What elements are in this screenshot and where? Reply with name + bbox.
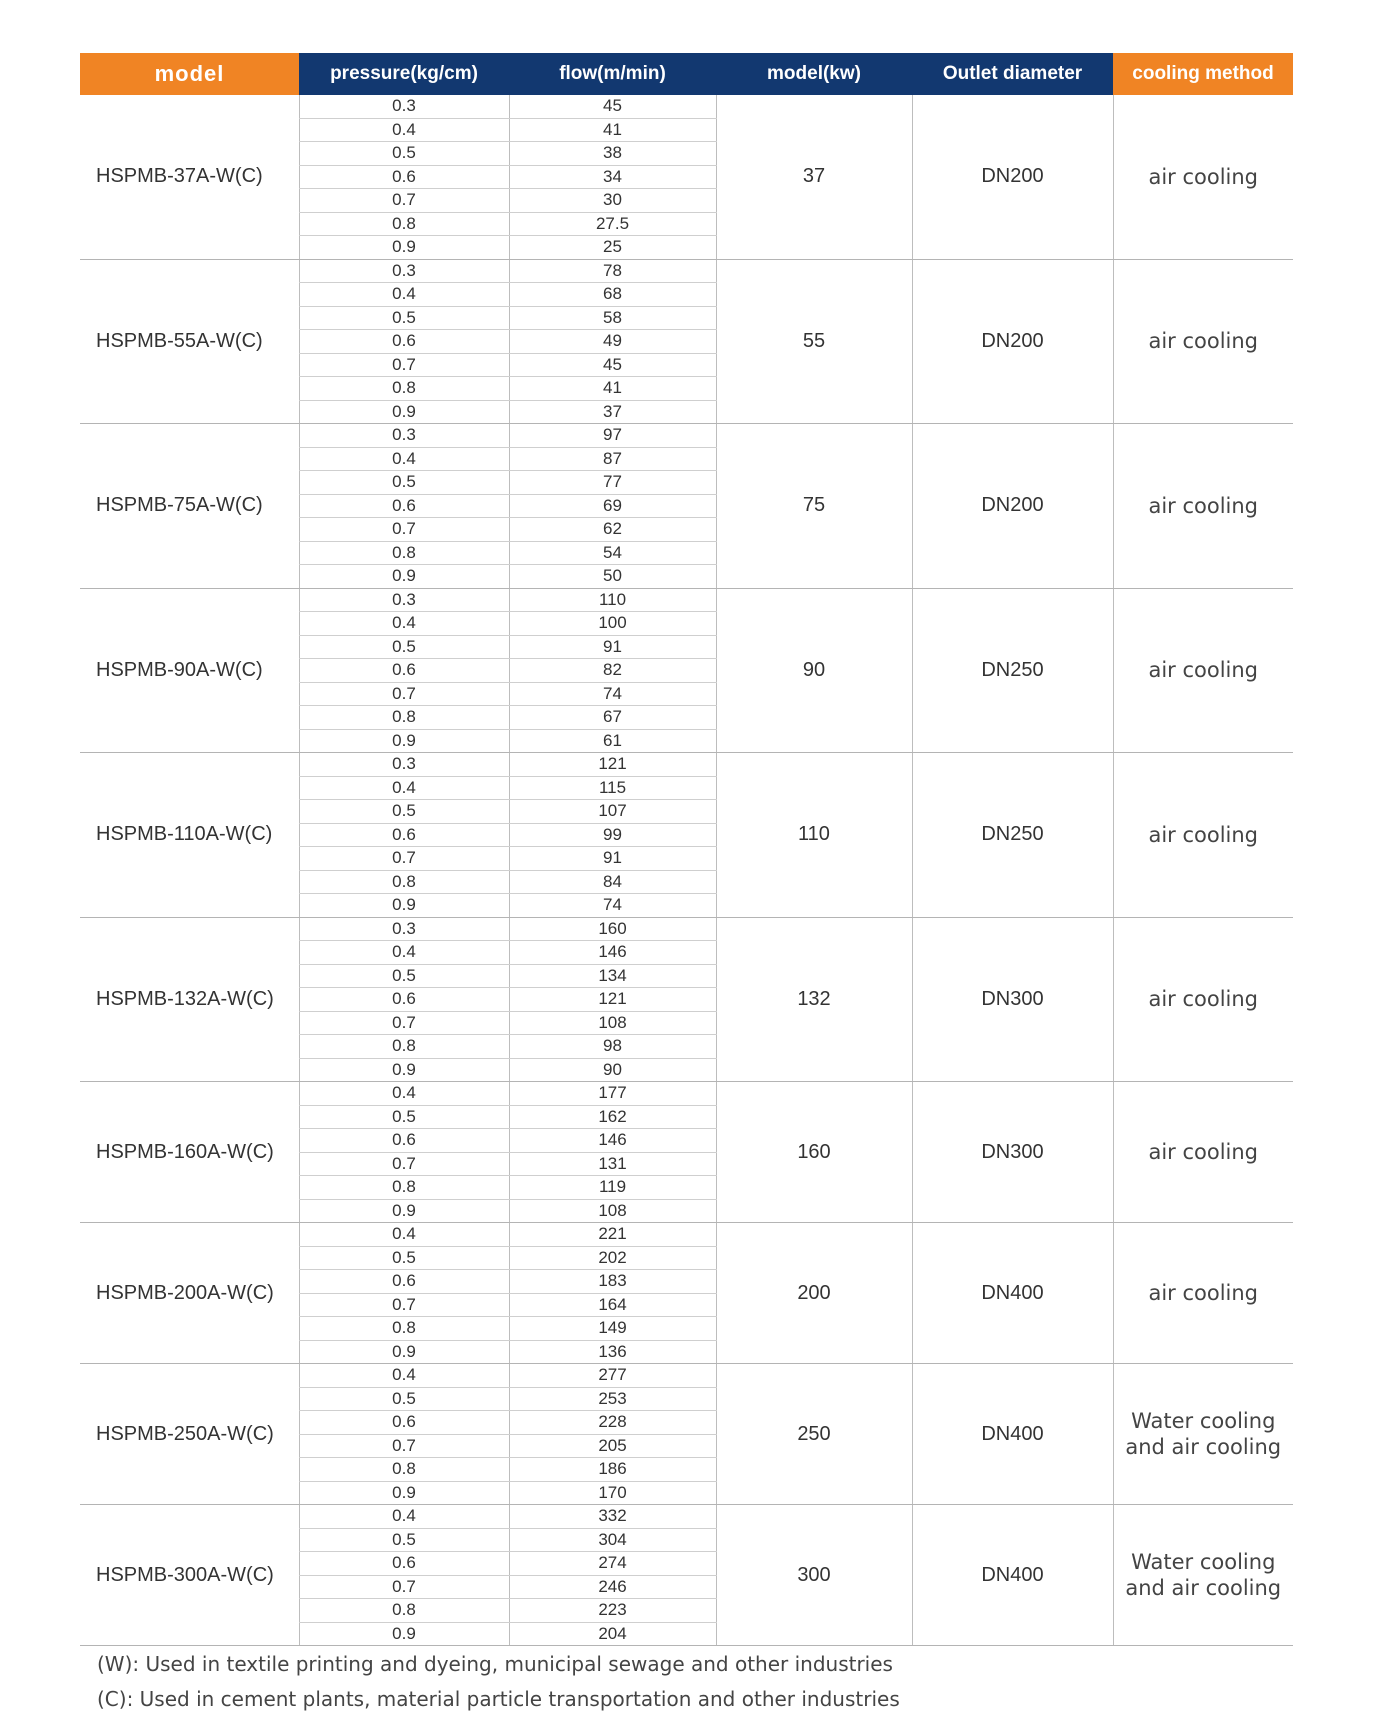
pressure-value: 0.9 bbox=[299, 1199, 509, 1223]
table-row bbox=[80, 753, 1293, 777]
outlet-diameter-value: DN400 bbox=[912, 1364, 1113, 1505]
pressure-value: 0.4 bbox=[299, 1364, 509, 1388]
header-flow: flow(m/min) bbox=[509, 53, 716, 95]
pressure-value: 0.3 bbox=[299, 95, 509, 118]
model-name: HSPMB-110A-W(C) bbox=[80, 753, 299, 918]
pressure-value: 0.5 bbox=[299, 635, 509, 659]
flow-value: 146 bbox=[509, 1129, 716, 1153]
pressure-value: 0.7 bbox=[299, 1293, 509, 1317]
flow-value: 74 bbox=[509, 682, 716, 706]
model-name: HSPMB-90A-W(C) bbox=[80, 588, 299, 753]
flow-value: 54 bbox=[509, 541, 716, 565]
flow-value: 87 bbox=[509, 447, 716, 471]
pressure-value: 0.9 bbox=[299, 1340, 509, 1364]
header-pressure: pressure(kg/cm) bbox=[299, 53, 509, 95]
spec-table-body bbox=[80, 95, 1293, 1646]
pressure-value: 0.6 bbox=[299, 1411, 509, 1435]
flow-value: 134 bbox=[509, 964, 716, 988]
power-value: 75 bbox=[716, 424, 912, 589]
pressure-value: 0.5 bbox=[299, 306, 509, 330]
power-value: 37 bbox=[716, 95, 912, 259]
flow-value: 74 bbox=[509, 894, 716, 918]
table-row bbox=[80, 1505, 1293, 1529]
pressure-value: 0.5 bbox=[299, 1105, 509, 1129]
table-row bbox=[80, 259, 1293, 283]
flow-value: 41 bbox=[509, 377, 716, 401]
pressure-value: 0.9 bbox=[299, 1622, 509, 1646]
pressure-value: 0.4 bbox=[299, 1505, 509, 1529]
pressure-value: 0.5 bbox=[299, 1528, 509, 1552]
power-value: 132 bbox=[716, 917, 912, 1082]
flow-value: 68 bbox=[509, 283, 716, 307]
power-value: 110 bbox=[716, 753, 912, 918]
flow-value: 90 bbox=[509, 1058, 716, 1082]
flow-value: 99 bbox=[509, 823, 716, 847]
flow-value: 202 bbox=[509, 1246, 716, 1270]
pressure-value: 0.6 bbox=[299, 659, 509, 683]
pressure-value: 0.5 bbox=[299, 142, 509, 166]
cooling-method-value: air cooling bbox=[1113, 95, 1293, 259]
pressure-value: 0.6 bbox=[299, 165, 509, 189]
pressure-value: 0.3 bbox=[299, 917, 509, 941]
outlet-diameter-value: DN400 bbox=[912, 1223, 1113, 1364]
outlet-diameter-value: DN200 bbox=[912, 424, 1113, 589]
pressure-value: 0.4 bbox=[299, 118, 509, 142]
pressure-value: 0.4 bbox=[299, 447, 509, 471]
pressure-value: 0.4 bbox=[299, 612, 509, 636]
pressure-value: 0.9 bbox=[299, 1481, 509, 1505]
flow-value: 25 bbox=[509, 236, 716, 260]
pressure-value: 0.8 bbox=[299, 212, 509, 236]
power-value: 55 bbox=[716, 259, 912, 424]
power-value: 160 bbox=[716, 1082, 912, 1223]
flow-value: 45 bbox=[509, 95, 716, 118]
table-row bbox=[80, 1082, 1293, 1106]
table-row bbox=[80, 424, 1293, 448]
flow-value: 253 bbox=[509, 1387, 716, 1411]
pressure-value: 0.3 bbox=[299, 424, 509, 448]
footnote-w: (W): Used in textile printing and dyeing, municipal sewage and other industries bbox=[97, 1652, 893, 1676]
power-value: 300 bbox=[716, 1505, 912, 1646]
pressure-value: 0.6 bbox=[299, 1270, 509, 1294]
flow-value: 205 bbox=[509, 1434, 716, 1458]
pressure-value: 0.3 bbox=[299, 753, 509, 777]
flow-value: 100 bbox=[509, 612, 716, 636]
flow-value: 131 bbox=[509, 1152, 716, 1176]
flow-value: 27.5 bbox=[509, 212, 716, 236]
flow-value: 77 bbox=[509, 471, 716, 495]
outlet-diameter-value: DN300 bbox=[912, 917, 1113, 1082]
cooling-method-value: air cooling bbox=[1113, 1223, 1293, 1364]
flow-value: 170 bbox=[509, 1481, 716, 1505]
flow-value: 34 bbox=[509, 165, 716, 189]
flow-value: 97 bbox=[509, 424, 716, 448]
flow-value: 78 bbox=[509, 259, 716, 283]
footnotes bbox=[97, 1647, 900, 1717]
model-name: HSPMB-37A-W(C) bbox=[80, 95, 299, 259]
cooling-method-value: air cooling bbox=[1113, 424, 1293, 589]
flow-value: 183 bbox=[509, 1270, 716, 1294]
flow-value: 67 bbox=[509, 706, 716, 730]
flow-value: 162 bbox=[509, 1105, 716, 1129]
flow-value: 119 bbox=[509, 1176, 716, 1200]
flow-value: 107 bbox=[509, 800, 716, 824]
flow-value: 84 bbox=[509, 870, 716, 894]
flow-value: 121 bbox=[509, 988, 716, 1012]
pressure-value: 0.4 bbox=[299, 941, 509, 965]
flow-value: 108 bbox=[509, 1199, 716, 1223]
pressure-value: 0.6 bbox=[299, 823, 509, 847]
flow-value: 160 bbox=[509, 917, 716, 941]
power-value: 250 bbox=[716, 1364, 912, 1505]
footnote-c: (C): Used in cement plants, material particle transportation and other industries bbox=[97, 1687, 900, 1711]
pressure-value: 0.3 bbox=[299, 259, 509, 283]
cooling-method-value: air cooling bbox=[1113, 753, 1293, 918]
pressure-value: 0.8 bbox=[299, 1317, 509, 1341]
flow-value: 186 bbox=[509, 1458, 716, 1482]
flow-value: 274 bbox=[509, 1552, 716, 1576]
flow-value: 61 bbox=[509, 729, 716, 753]
table-row bbox=[80, 1364, 1293, 1388]
flow-value: 223 bbox=[509, 1599, 716, 1623]
flow-value: 41 bbox=[509, 118, 716, 142]
flow-value: 30 bbox=[509, 189, 716, 213]
flow-value: 108 bbox=[509, 1011, 716, 1035]
pressure-value: 0.5 bbox=[299, 471, 509, 495]
pressure-value: 0.8 bbox=[299, 1035, 509, 1059]
table-row bbox=[80, 588, 1293, 612]
flow-value: 49 bbox=[509, 330, 716, 354]
flow-value: 91 bbox=[509, 635, 716, 659]
cooling-method-value: air cooling bbox=[1113, 1082, 1293, 1223]
pressure-value: 0.6 bbox=[299, 988, 509, 1012]
outlet-diameter-value: DN250 bbox=[912, 588, 1113, 753]
pressure-value: 0.7 bbox=[299, 1575, 509, 1599]
model-name: HSPMB-75A-W(C) bbox=[80, 424, 299, 589]
flow-value: 121 bbox=[509, 753, 716, 777]
flow-value: 221 bbox=[509, 1223, 716, 1247]
cooling-method-value: Water cooling and air cooling bbox=[1113, 1364, 1293, 1505]
flow-value: 136 bbox=[509, 1340, 716, 1364]
pressure-value: 0.6 bbox=[299, 1129, 509, 1153]
pressure-value: 0.7 bbox=[299, 1011, 509, 1035]
pressure-value: 0.8 bbox=[299, 377, 509, 401]
outlet-diameter-value: DN200 bbox=[912, 259, 1113, 424]
model-name: HSPMB-132A-W(C) bbox=[80, 917, 299, 1082]
flow-value: 149 bbox=[509, 1317, 716, 1341]
model-name: HSPMB-55A-W(C) bbox=[80, 259, 299, 424]
pressure-value: 0.4 bbox=[299, 776, 509, 800]
table-row bbox=[80, 917, 1293, 941]
outlet-diameter-value: DN250 bbox=[912, 753, 1113, 918]
flow-value: 204 bbox=[509, 1622, 716, 1646]
pressure-value: 0.7 bbox=[299, 353, 509, 377]
flow-value: 164 bbox=[509, 1293, 716, 1317]
cooling-method-value: air cooling bbox=[1113, 917, 1293, 1082]
model-name: HSPMB-160A-W(C) bbox=[80, 1082, 299, 1223]
pressure-value: 0.7 bbox=[299, 847, 509, 871]
pressure-value: 0.8 bbox=[299, 870, 509, 894]
flow-value: 62 bbox=[509, 518, 716, 542]
pressure-value: 0.4 bbox=[299, 1223, 509, 1247]
header-row bbox=[80, 53, 1293, 95]
pressure-value: 0.5 bbox=[299, 1246, 509, 1270]
pressure-value: 0.7 bbox=[299, 518, 509, 542]
pressure-value: 0.9 bbox=[299, 565, 509, 589]
pressure-value: 0.6 bbox=[299, 494, 509, 518]
flow-value: 58 bbox=[509, 306, 716, 330]
flow-value: 277 bbox=[509, 1364, 716, 1388]
flow-value: 82 bbox=[509, 659, 716, 683]
table-row bbox=[80, 95, 1293, 118]
header-outlet-diameter: Outlet diameter bbox=[912, 53, 1113, 95]
flow-value: 45 bbox=[509, 353, 716, 377]
flow-value: 177 bbox=[509, 1082, 716, 1106]
pressure-value: 0.8 bbox=[299, 541, 509, 565]
outlet-diameter-value: DN400 bbox=[912, 1505, 1113, 1646]
pressure-value: 0.8 bbox=[299, 706, 509, 730]
power-value: 90 bbox=[716, 588, 912, 753]
flow-value: 228 bbox=[509, 1411, 716, 1435]
pressure-value: 0.7 bbox=[299, 1434, 509, 1458]
pressure-value: 0.7 bbox=[299, 1152, 509, 1176]
cooling-method-value: Water cooling and air cooling bbox=[1113, 1505, 1293, 1646]
model-name: HSPMB-300A-W(C) bbox=[80, 1505, 299, 1646]
flow-value: 37 bbox=[509, 400, 716, 424]
pressure-value: 0.7 bbox=[299, 189, 509, 213]
model-name: HSPMB-200A-W(C) bbox=[80, 1223, 299, 1364]
table-row bbox=[80, 1223, 1293, 1247]
header-power: model(kw) bbox=[716, 53, 912, 95]
pressure-value: 0.9 bbox=[299, 729, 509, 753]
flow-value: 38 bbox=[509, 142, 716, 166]
flow-value: 115 bbox=[509, 776, 716, 800]
pressure-value: 0.8 bbox=[299, 1599, 509, 1623]
flow-value: 304 bbox=[509, 1528, 716, 1552]
pressure-value: 0.7 bbox=[299, 682, 509, 706]
pressure-value: 0.8 bbox=[299, 1176, 509, 1200]
outlet-diameter-value: DN300 bbox=[912, 1082, 1113, 1223]
flow-value: 146 bbox=[509, 941, 716, 965]
outlet-diameter-value: DN200 bbox=[912, 95, 1113, 259]
pressure-value: 0.5 bbox=[299, 964, 509, 988]
pressure-value: 0.5 bbox=[299, 800, 509, 824]
pressure-value: 0.9 bbox=[299, 236, 509, 260]
flow-value: 69 bbox=[509, 494, 716, 518]
flow-value: 246 bbox=[509, 1575, 716, 1599]
pressure-value: 0.9 bbox=[299, 400, 509, 424]
power-value: 200 bbox=[716, 1223, 912, 1364]
pressure-value: 0.9 bbox=[299, 894, 509, 918]
flow-value: 332 bbox=[509, 1505, 716, 1529]
flow-value: 98 bbox=[509, 1035, 716, 1059]
pressure-value: 0.4 bbox=[299, 1082, 509, 1106]
pressure-value: 0.6 bbox=[299, 1552, 509, 1576]
model-name: HSPMB-250A-W(C) bbox=[80, 1364, 299, 1505]
flow-value: 110 bbox=[509, 588, 716, 612]
flow-value: 91 bbox=[509, 847, 716, 871]
pressure-value: 0.4 bbox=[299, 283, 509, 307]
pressure-value: 0.9 bbox=[299, 1058, 509, 1082]
flow-value: 50 bbox=[509, 565, 716, 589]
pressure-value: 0.6 bbox=[299, 330, 509, 354]
cooling-method-value: air cooling bbox=[1113, 259, 1293, 424]
pressure-value: 0.8 bbox=[299, 1458, 509, 1482]
spec-table bbox=[80, 53, 1293, 1646]
header-cooling-method: cooling method bbox=[1113, 53, 1293, 95]
cooling-method-value: air cooling bbox=[1113, 588, 1293, 753]
pressure-value: 0.3 bbox=[299, 588, 509, 612]
header-model: model bbox=[80, 53, 299, 95]
pressure-value: 0.5 bbox=[299, 1387, 509, 1411]
